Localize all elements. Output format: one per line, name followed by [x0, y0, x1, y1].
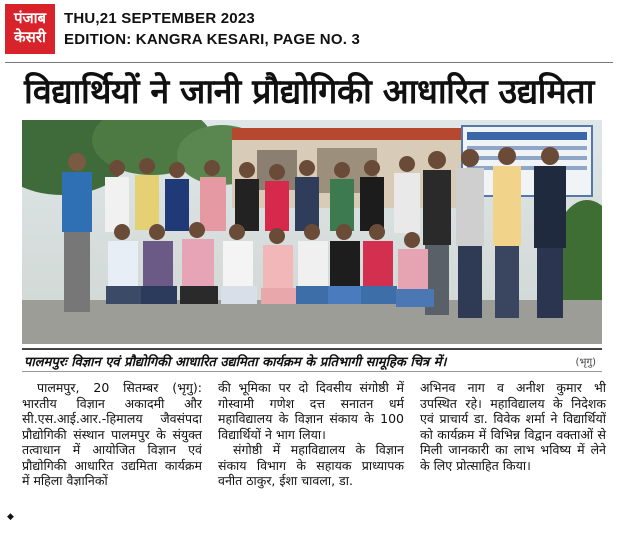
column-2-text-b: संगोष्ठी में महाविद्यालय के विज्ञान संकाय विभाग के सहायक प्राध्यापक वनीत ठाकुर, ईशा चावला, डा.	[218, 442, 404, 488]
publication-date: THU,21 SEPTEMBER 2023	[64, 10, 255, 27]
article-column-3	[420, 380, 606, 520]
edition-info	[64, 8, 360, 50]
caption-text: पालमपुरः विज्ञान एवं प्रौद्योगिकी आधारित उद्यमिता कार्यक्रम के प्रतिभागी सामूहिक चित्र में।	[24, 355, 447, 370]
group-photo	[22, 120, 602, 344]
header-divider	[5, 62, 613, 63]
logo-line-2: केसरी	[14, 28, 46, 46]
column-2-text-a: की भूमिका पर दो दिवसीय संगोष्ठी में गोस्वामी गणेश दत्त सनातन धर्म महाविद्यालय के विज्ञान संकाय के 100 विद्यार्थियों ने भाग लिया।	[218, 380, 404, 442]
masthead	[0, 0, 618, 60]
punjab-kesari-logo	[5, 4, 55, 54]
bullet-marker: ◆	[7, 512, 14, 522]
photo-caption	[22, 348, 602, 372]
logo-line-1: पंजाब	[13, 9, 47, 27]
edition-line: EDITION: KANGRA KESARI, PAGE NO. 3	[64, 31, 360, 48]
article-column-2	[218, 380, 404, 520]
photo-credit: (भृगु)	[575, 357, 596, 368]
column-1-text: पालमपुर, 20 सितम्बर (भृगु): भारतीय विज्ञान अकादमी और सी.एस.आई.आर.-हिमालय जैवसंपदा प्रौद्योगिकी संस्थान पालमपुर के संयुक्त तत्वाधान में आयोजित विज्ञान एवं प्रौद्योगिकी आधारित उद्यमिता कार्यक्रम में महिला वैज्ञानिकों	[22, 380, 202, 488]
article-headline: विद्यार्थियों ने जानी प्रौद्योगिकी आधारित उद्यमिता	[24, 72, 594, 112]
column-3-text: अभिनव नाग व अनीश कुमार भी उपस्थित रहे। महाविद्यालय के निदेशक एवं प्राचार्य डा. विवेक शर्मा ने विद्यार्थियों को कार्यक्रम में विभिन्न विद्वान वक्ताओं से मिली जानकारी का लाभ भविष्य में लेने के लिए प्रोत्साहित किया।	[420, 380, 606, 473]
article-column-1	[22, 380, 202, 520]
